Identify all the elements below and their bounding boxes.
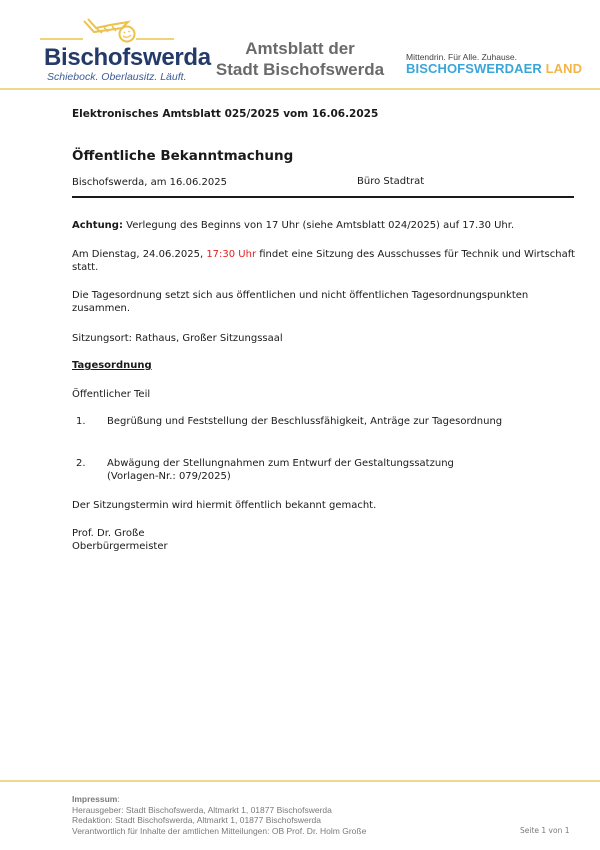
signer-name: Prof. Dr. Große	[72, 528, 145, 539]
region-logo	[406, 61, 582, 76]
meeting-paragraph	[72, 248, 577, 274]
agenda-item	[72, 415, 532, 443]
wheelbarrow-logo-icon	[38, 14, 178, 44]
agenda-item	[72, 457, 532, 485]
impressum-responsible: Verantwortlich für Inhalte der amtlichen Mitteilungen: OB Prof. Dr. Holm Große	[72, 825, 367, 836]
footer-divider	[0, 780, 600, 782]
impressum-publisher: Herausgeber: Stadt Bischofswerda, Altmarkt 1, 01877 Bischofswerda	[72, 804, 332, 815]
agenda-intro: Die Tagesordnung setzt sich aus öffentlichen und nicht öffentlichen Tagesordnungspunkten zusammen.	[72, 290, 529, 314]
logo-wordmark: Bischofswerda	[44, 44, 211, 71]
logo-tagline: Schiebock. Oberlausitz. Läuft.	[47, 71, 187, 83]
impressum-editorial: Redaktion: Stadt Bischofswerda, Altmarkt 1, 01877 Bischofswerda	[72, 815, 321, 825]
publication-title	[205, 38, 395, 80]
meeting-time: 17:30 Uhr	[206, 249, 257, 260]
region-slogan: Mittendrin. Für Alle. Zuhause.	[406, 52, 518, 62]
office-name: Büro Stadtrat	[357, 176, 425, 187]
signature-block	[72, 527, 577, 553]
publication-title-line2: Stadt Bischofswerda	[215, 60, 385, 79]
agenda-item-number: 1.	[76, 416, 86, 427]
dateline: Bischofswerda, am 16.06.2025	[72, 177, 227, 188]
page-number: Seite 1 von 1	[520, 826, 570, 835]
impressum-label: Impressum	[72, 794, 118, 804]
meeting-location: Sitzungsort: Rathaus, Großer Sitzungssaal	[72, 333, 283, 344]
notice-text: Verlegung des Beginns von 17 Uhr (siehe Amtsblatt 024/2025) auf 17.30 Uhr.	[122, 220, 515, 231]
impressum-colon: :	[117, 794, 120, 804]
publication-title-line1: Amtsblatt der	[245, 39, 355, 58]
region-name-part2: LAND	[545, 61, 583, 76]
meeting-text-pre: Am Dienstag, 24.06.2025,	[72, 249, 207, 260]
agenda-item-number: 2.	[76, 458, 86, 469]
page-title: Öffentliche Bekanntmachung	[72, 148, 294, 164]
region-name-part1: BISCHOFSWERDAER	[406, 61, 542, 76]
notice-label: Achtung:	[72, 220, 123, 231]
closing-statement: Der Sitzungstermin wird hiermit öffentlich bekannt gemacht.	[72, 500, 377, 511]
city-logo	[38, 14, 211, 84]
impressum	[72, 794, 366, 836]
notice-paragraph	[72, 219, 577, 232]
agenda-item-text: Abwägung der Stellungnahmen zum Entwurf der Gestaltungssatzung (Vorlagen-Nr.: 079/2025)	[107, 458, 454, 482]
meeting-text-post: findet eine Sitzung des Ausschusses für Technik und Wirtschaft statt.	[72, 249, 575, 273]
signer-title: Oberbürgermeister	[72, 541, 168, 552]
header-divider	[0, 88, 600, 90]
agenda-heading: Tagesordnung	[72, 360, 152, 371]
agenda-item-text: Begrüßung und Feststellung der Beschlussfähigkeit, Anträge zur Tagesordnung	[107, 416, 503, 427]
public-part-label: Öffentlicher Teil	[72, 389, 151, 400]
issue-line: Elektronisches Amtsblatt 025/2025 vom 16.06.2025	[72, 108, 379, 120]
title-divider	[72, 196, 574, 198]
